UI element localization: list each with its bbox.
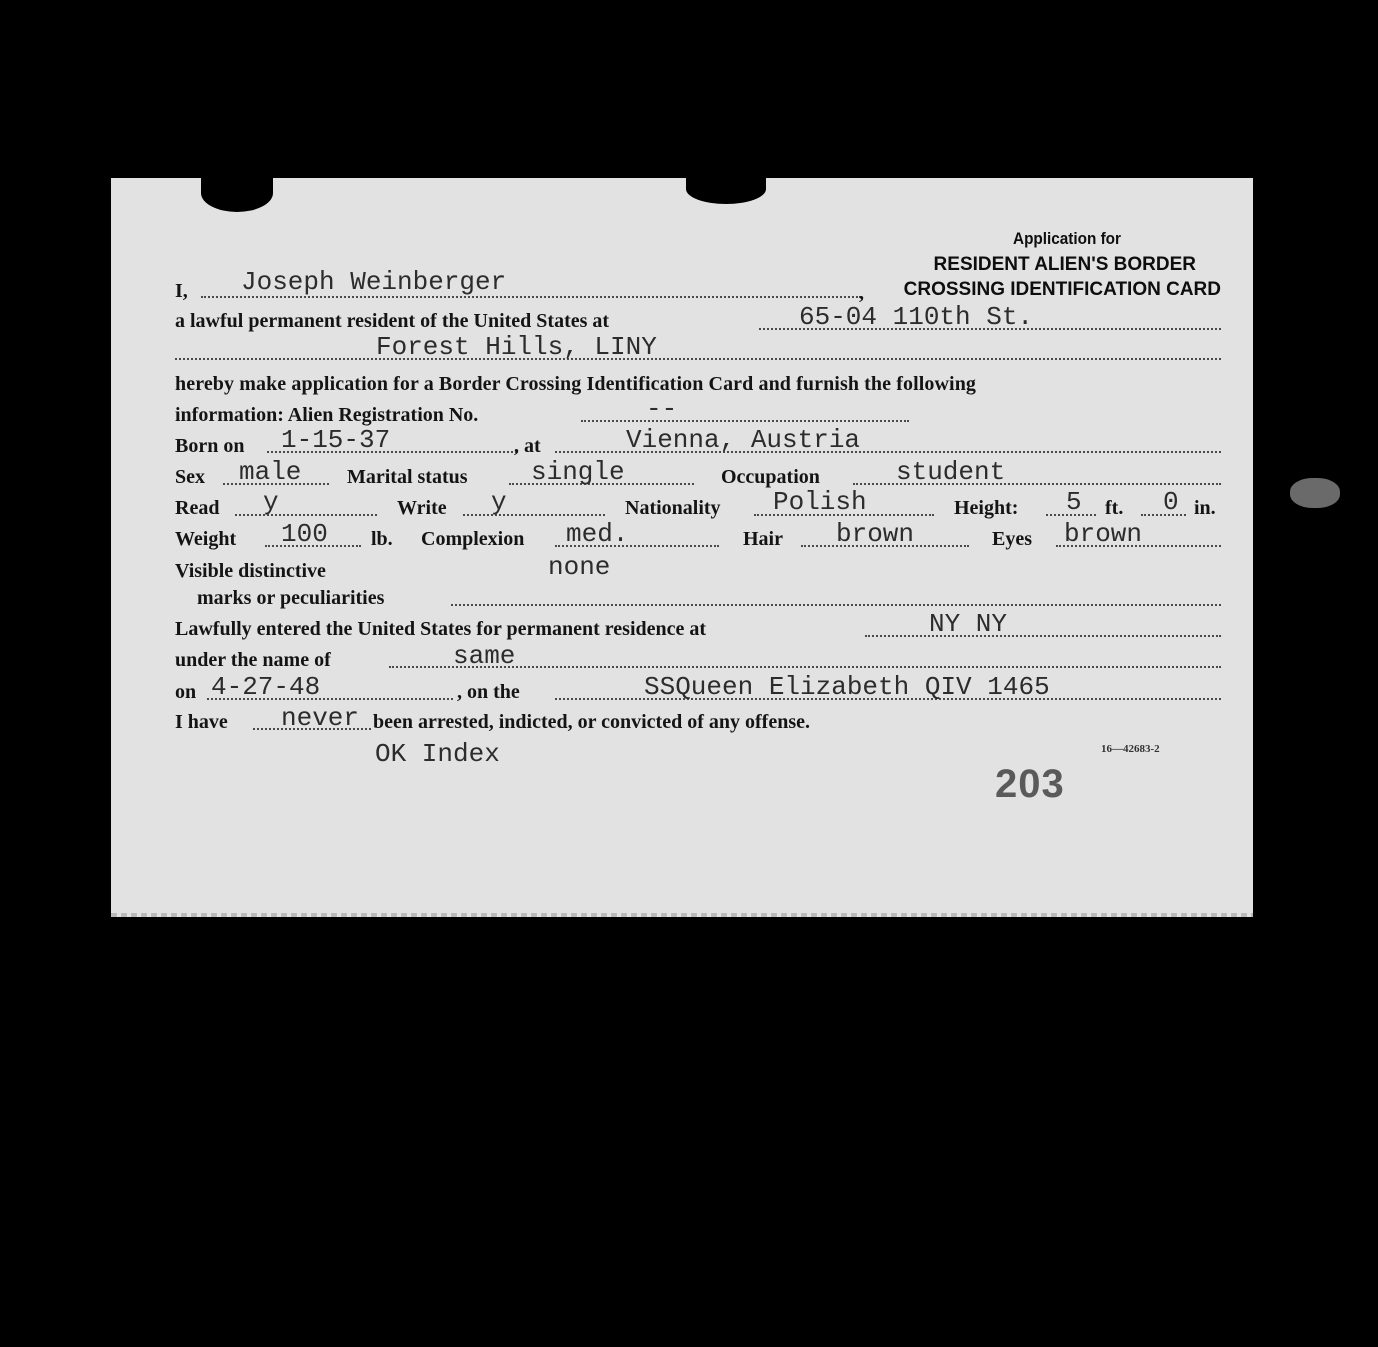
marks-line [451,604,1221,606]
label-complexion: Complexion [421,528,525,550]
label-write: Write [397,497,447,519]
label-sex: Sex [175,466,205,488]
marks-value: none [548,552,611,582]
vessel-name: SSQueen Elizabeth QIV 1465 [644,672,1050,702]
address-city: Forest Hills, LINY [376,332,657,362]
address-line-2 [175,358,1221,360]
label-on-the: , on the [457,681,520,703]
complexion-value: med. [566,519,629,549]
label-in: in. [1194,497,1216,519]
label-alien-registration: information: Alien Registration No. [175,404,479,426]
read-line [235,514,377,516]
film-speck [1290,478,1340,508]
label-lb: lb. [371,528,393,550]
hair-value: brown [836,519,915,549]
occupation-value: student [896,457,1006,487]
name-entered: same [453,641,516,671]
applicant-name: Joseph Weinberger [241,267,507,297]
border-crossing-application-card [111,178,1253,917]
alien-registration-number: -- [646,394,678,424]
weight-value: 100 [281,519,328,549]
punch-hole-left [201,174,273,212]
marital-status-value: single [531,457,625,487]
port-of-entry-line [865,635,1221,637]
address-street: 65-04 110th St. [799,302,1034,332]
alien-registration-line [581,420,909,422]
label-visible-distinctive: Visible distinctive [175,560,326,582]
label-weight: Weight [175,528,237,550]
label-eyes: Eyes [992,528,1032,550]
label-marital-status: Marital status [347,466,468,488]
form-number: 16—42683-2 [1101,743,1160,755]
label-under-name: under the name of [175,649,331,671]
label-i: I, [175,280,188,302]
height-feet: 5 [1066,487,1082,517]
label-occupation: Occupation [721,466,820,488]
index-note: OK Index [375,739,500,769]
label-at: , at [514,435,541,457]
arrest-record: never [281,703,360,733]
label-hair: Hair [743,528,783,550]
entry-date: 4-27-48 [211,672,321,702]
read-value: y [263,487,279,517]
label-lawfully-entered: Lawfully entered the United States for permanent residence at [175,618,707,640]
header-title-line3: CROSSING IDENTIFICATION CARD [903,279,1221,300]
eyes-value: brown [1064,519,1143,549]
stamp-number: 203 [995,762,1065,806]
label-arrest-statement: been arrested, indicted, or convicted of any offense. [373,711,810,733]
height-inches: 0 [1163,487,1179,517]
label-ft: ft. [1105,497,1124,519]
birth-place: Vienna, Austria [626,425,861,455]
header-title-line2: RESIDENT ALIEN'S BORDER [933,254,1196,275]
label-hereby: hereby make application for a Border Crossing Identification Card and furnish the following [175,373,977,395]
label-nationality: Nationality [625,497,721,519]
label-lawful-resident: a lawful permanent resident of the United States at [175,310,610,332]
port-of-entry: NY NY [929,609,1008,639]
punch-hole-right [686,174,766,204]
header-title-small: Application for [1013,229,1121,248]
label-on: on [175,681,197,703]
nationality-value: Polish [773,487,867,517]
birth-date: 1-15-37 [281,425,391,455]
label-read: Read [175,497,220,519]
label-marks-peculiarities: marks or peculiarities [197,587,385,609]
label-i-have: I have [175,711,228,733]
sex-value: male [239,457,302,487]
label-comma: , [859,282,864,304]
label-born-on: Born on [175,435,245,457]
write-line [463,514,605,516]
label-height: Height: [954,497,1019,519]
write-value: y [491,487,507,517]
